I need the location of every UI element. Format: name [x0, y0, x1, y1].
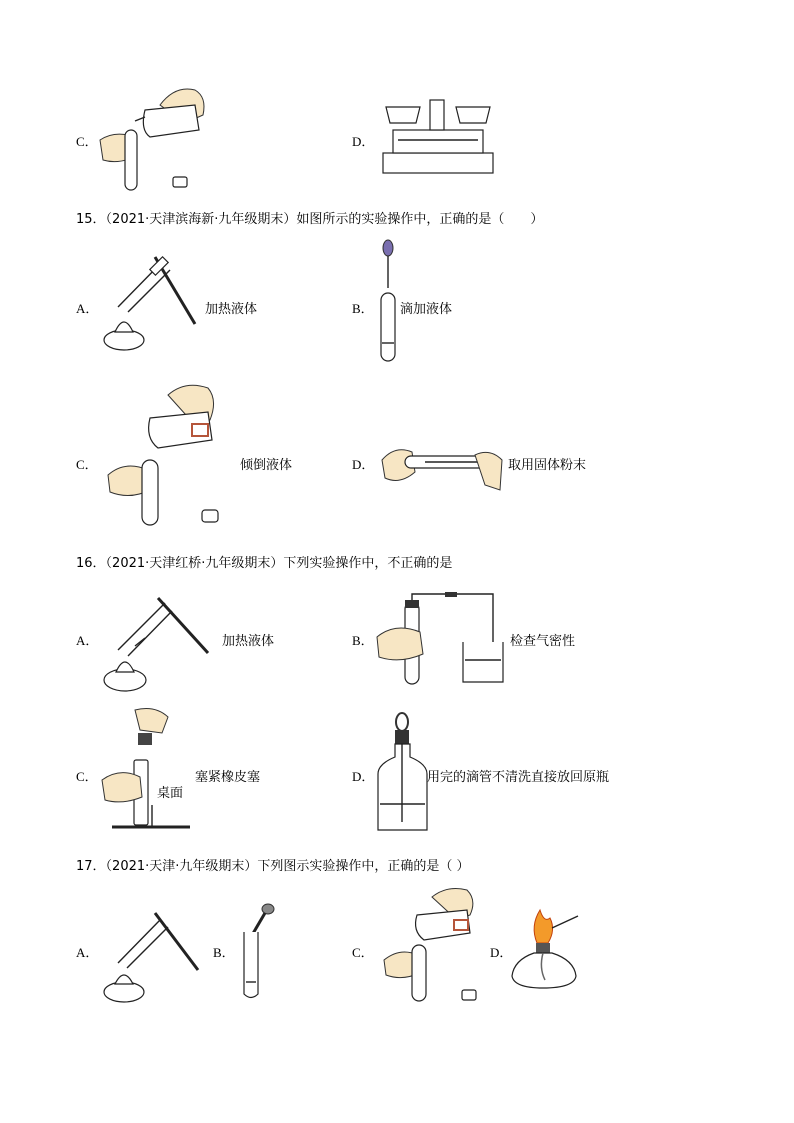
- q17-option-a-label: A．: [76, 945, 99, 960]
- q15-option-c-text: 倾倒液体: [240, 458, 293, 473]
- q15-option-c-label: C．: [76, 457, 98, 472]
- balance-scale-illustration: [378, 95, 498, 175]
- heating-liquid-illustration: [100, 232, 200, 357]
- pouring-liquid-illustration-q15: [100, 380, 230, 525]
- alcohol-lamp-illustration: [512, 908, 582, 990]
- q14-option-d-label: D．: [352, 134, 375, 149]
- pouring-liquid-illustration-q17: [382, 885, 482, 1005]
- pouring-liquid-illustration: [95, 85, 215, 195]
- q16-option-c-label: C．: [76, 769, 98, 784]
- q16-stem: 16．（2021·天津红桥·九年级期末）下列实验操作中，不正确的是: [76, 556, 453, 571]
- q17-option-d-label: D．: [490, 945, 513, 960]
- taking-solid-powder-illustration: [380, 430, 505, 495]
- q16-option-d-label: D．: [352, 769, 375, 784]
- q15-stem: 15．（2021·天津滨海新·九年级期末）如图所示的实验操作中，正确的是（ ）: [76, 212, 544, 227]
- q15-option-d-label: D．: [352, 457, 375, 472]
- q17-stem: 17．（2021·天津·九年级期末）下列图示实验操作中，正确的是（ ）: [76, 859, 470, 874]
- heating-liquid-illustration-q16: [100, 578, 215, 698]
- q15-option-b-text: 滴加液体: [400, 302, 453, 317]
- q16-option-a-text: 加热液体: [222, 634, 275, 649]
- q16-option-b-label: B．: [352, 633, 374, 648]
- airtightness-check-illustration: [375, 592, 510, 687]
- q17-option-b-label: B．: [213, 945, 235, 960]
- dropper-bottle-illustration: [375, 712, 430, 832]
- q15-option-d-text: 取用固体粉末: [508, 458, 587, 473]
- q16-option-a-label: A．: [76, 633, 99, 648]
- dropper-in-tube-illustration: [238, 902, 278, 1002]
- q15-option-a-label: A．: [76, 301, 99, 316]
- q16-option-c-text: 塞紧橡皮塞: [195, 770, 261, 785]
- q16-option-d-text: 用完的滴管不清洗直接放回原瓶: [427, 770, 610, 785]
- heating-liquid-illustration-q17: [100, 898, 200, 1008]
- q16-option-b-text: 检查气密性: [510, 634, 576, 649]
- q17-option-c-label: C．: [352, 945, 374, 960]
- q14-option-c-label: C．: [76, 134, 98, 149]
- q15-option-a-text: 加热液体: [205, 302, 258, 317]
- inserting-rubber-stopper-illustration: [100, 705, 190, 830]
- q16-option-c-table-label: 桌面: [157, 786, 184, 801]
- q15-option-b-label: B．: [352, 301, 374, 316]
